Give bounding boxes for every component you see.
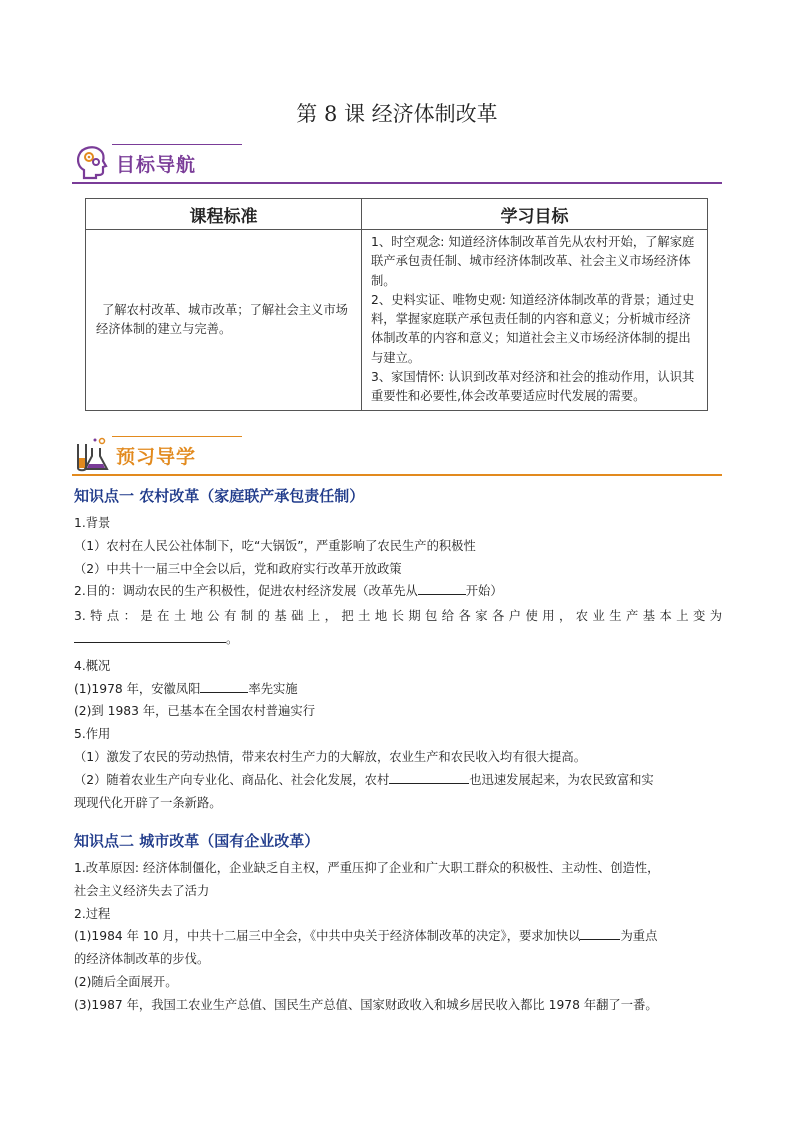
head-gears-icon — [72, 142, 112, 182]
text-line: (2)到 1983 年，已基本在全国农村普遍实行 — [74, 704, 315, 719]
section-banner-preview — [72, 432, 722, 476]
text-line: 2.过程 — [74, 906, 111, 921]
text-line: (2)随后全面展开。 — [74, 974, 178, 989]
section-banner-goals — [72, 140, 722, 184]
table-header-standard: 课程标准 — [86, 199, 362, 230]
text-fragment: 开始） — [465, 584, 503, 599]
text-fragment: 率先实施 — [248, 681, 298, 696]
text-line: 社会主义经济失去了活力 — [74, 883, 210, 898]
text-fragment: (1)1984 年 10 月，中共十二届三中全会，《中共中央关于经济体制改革的决定》，要求加快以 — [74, 929, 581, 944]
knowledge-point-1-title: 知识点一 农村改革（家庭联产承包责任制） — [74, 487, 365, 505]
text-line — [74, 925, 722, 948]
curriculum-table — [85, 198, 708, 411]
goal-item: 2、史料实证、唯物史观: 知道经济体制改革的背景；通过史料，掌握家庭联产承包责任制的内容和意义；分析城市经济体制改革的内容和意义；知道社会主义市场经济体制的提出与建立。 — [371, 292, 695, 365]
knowledge-point-2-title: 知识点二 城市改革（国有企业改革） — [74, 832, 320, 850]
text-fragment: 为重点 — [620, 929, 658, 944]
text-line — [74, 628, 722, 651]
fill-blank[interactable] — [389, 769, 469, 784]
text-line — [74, 769, 722, 792]
text-line: 1.背景 — [74, 516, 111, 530]
knowledge-point-1-body — [74, 512, 722, 814]
text-fragment: (1)1978 年，安徽凤阳 — [74, 681, 201, 696]
section-label: 预习导学 — [116, 446, 197, 468]
text-fragment: （2）随着农业生产向专业化、商品化、社会化发展，农村 — [74, 772, 390, 787]
fill-blank[interactable] — [418, 580, 466, 595]
text-fragment: 2.目的：调动农民的生产积极性，促进农村经济发展（改革先从 — [74, 584, 418, 599]
text-fragment: 也迅速发展起来，为农民致富和实 — [469, 772, 654, 787]
text-line — [74, 580, 722, 603]
text-line: （2）中共十一届三中全会以后，党和政府实行改革开放政策 — [74, 561, 402, 576]
text-fragment: 。 — [226, 631, 239, 646]
knowledge-point-2-body — [74, 857, 722, 1017]
text-line: (3)1987 年，我国工农业生产总值、国民生产总值、国家财政收入和城乡居民收入都比 1978 年翻了一番。 — [74, 997, 658, 1012]
text-line: 的经济体制改革的步伐。 — [74, 952, 210, 967]
fill-blank[interactable] — [200, 678, 248, 693]
goal-item: 1、时空观念: 知道经济体制改革首先从农村开始，了解家庭联产承包责任制、城市经济体制改革、社会主义市场经济体制。 — [371, 235, 695, 288]
text-line: 1.改革原因: 经济体制僵化，企业缺乏自主权，严重压抑了企业和广大职工群众的积极性、主动性、创造性， — [74, 861, 660, 875]
page-title: 第 8 课 经济体制改革 — [296, 102, 498, 126]
text-line — [74, 678, 722, 701]
text-line: 3.特点：是在土地公有制的基础上，把土地长期包给各家各户使用，农业生产基本上变为 — [74, 609, 722, 624]
section-label: 目标导航 — [116, 154, 197, 176]
fill-blank[interactable] — [580, 925, 620, 940]
text-line: 5.作用 — [74, 727, 111, 742]
text-line: （1）农村在人民公社体制下，吃“大锅饭”，严重影响了农民生产的积极性 — [74, 538, 476, 553]
text-line: 现现代化开辟了一条新路。 — [74, 795, 222, 810]
lab-flask-icon — [72, 434, 112, 474]
goal-item: 3、家国情怀: 认识到改革对经济和社会的推动作用，认识其重要性和必要性,体会改革要适应时代发展的需要。 — [371, 370, 695, 404]
fill-blank[interactable] — [74, 628, 226, 643]
text-line: 4.概况 — [74, 658, 111, 673]
standard-cell: 了解农村改革、城市改革；了解社会主义市场经济体制的建立与完善。 — [86, 230, 362, 411]
text-line: （1）激发了农民的劳动热情，带来农村生产力的大解放，农业生产和农民收入均有很大提高。 — [74, 749, 586, 764]
goals-cell — [362, 230, 708, 411]
table-header-goals: 学习目标 — [362, 199, 708, 230]
